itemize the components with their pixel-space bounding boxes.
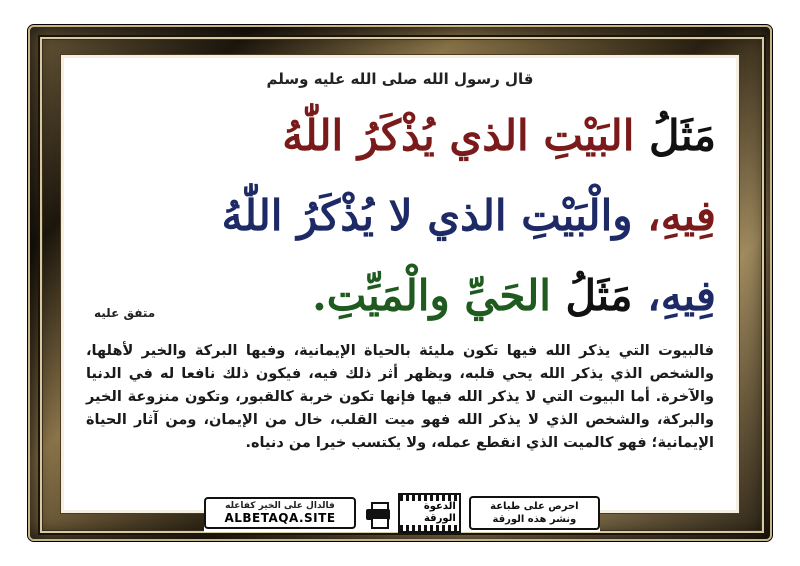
hadith-l3-seg-3: الحَيِّ والْمَيِّتِ. [312, 271, 551, 320]
document-page [64, 58, 736, 525]
hadith-l3-seg-2: مَثَلُ [550, 271, 633, 320]
hadith-l2-seg-2: والْبَيْتِ الذي لا يُذْكَرُ اللّٰهُ [221, 191, 633, 240]
hadith-l1-seg-2: البَيْتِ الذي يُذْكَرُ اللّٰهُ [282, 111, 635, 160]
site-url[interactable]: ALBETAQA.SITE [224, 511, 336, 525]
header-attribution: قال رسول الله صلى الله عليه وسلم [266, 70, 534, 88]
site-badge[interactable] [204, 497, 356, 529]
hadith-line-3 [236, 268, 716, 324]
print-reminder: احرص على طباعة ونشر هذه الورقة [469, 496, 600, 530]
logo-text: الدعوة الورقة [400, 501, 458, 525]
hadith-line-2 [86, 188, 716, 244]
hadith-l2-seg-1: فِيهِ، [632, 191, 716, 240]
dawah-logo [398, 493, 460, 533]
hadith-source: متفق عليه [94, 306, 156, 320]
hadith-l3-seg-1: فِيهِ، [632, 271, 716, 320]
printer-icon [364, 501, 390, 525]
footer-bar [204, 494, 600, 532]
hadith-l1-seg-1: مَثَلُ [634, 111, 716, 160]
explanation-paragraph: فالبيوت التي يذكر الله فيها تكون مليئة بالحياة الإيمانية، وفيها البركة والخير لأهلها، والشخص الذي يذكر الله يحي قلبه، ويظهر أثر ذلك فيه، فيكون ذلك نافعا له في الدنيا والآخرة. أما البيوت التي لا يذكر الله فيها فإنها تكون خربة كالقبور، وتكون منزوعة الخير والبركة، والشخص الذي لا يذكر الله فهو ميت القلب، خال من الإيمان، ومن آثار الحياة الإيمانية؛ فهو كالميت الذي انقطع عمله، ولا يكتسب خيرا من دنياه. [86, 343, 714, 451]
hadith-line-1 [86, 108, 716, 164]
footer-motto: فالدال على الخير كفاعله [225, 501, 335, 511]
